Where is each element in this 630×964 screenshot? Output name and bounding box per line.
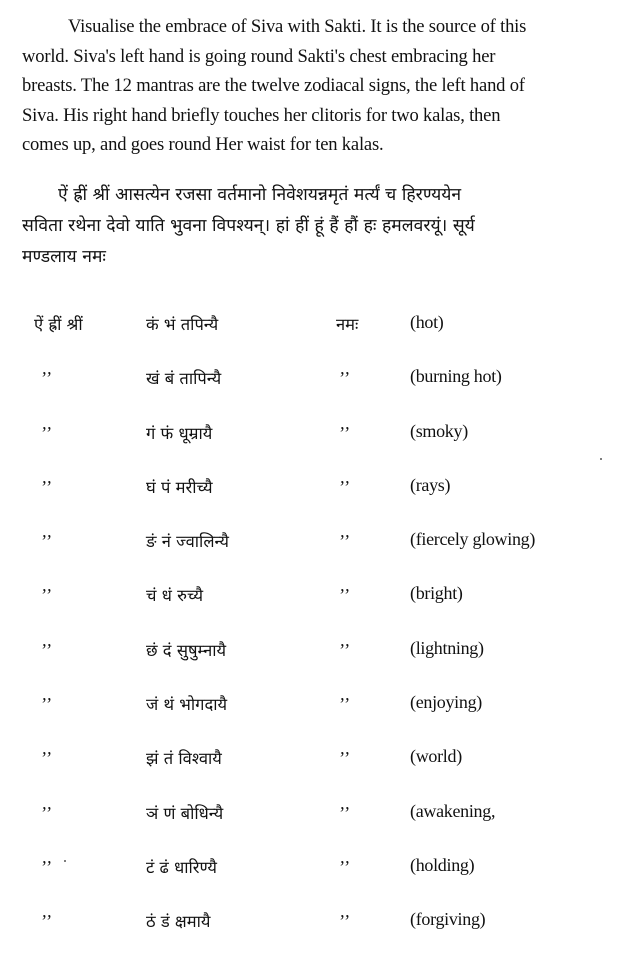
gloss-text: (lightning)	[410, 637, 484, 658]
ditto-mark: ’’	[40, 531, 52, 552]
intro-line: Siva. His right hand briefly touches her clitoris for two kalas, then	[22, 104, 501, 126]
sanskrit-line: सविता रथेना देवो याति भुवना विपश्यन्। हां हीं हूं हैं हौं हः हमलवरयूं। सूर्य	[22, 216, 475, 236]
ditto-mark: ’’	[338, 585, 350, 606]
gloss-text: (burning hot)	[410, 366, 502, 387]
mantra-text: गं फं धूम्रायै	[146, 423, 213, 443]
ditto-mark: ’’	[338, 531, 350, 552]
sanskrit-verse	[22, 180, 624, 273]
mantra-text: ठं डं क्षमायै	[146, 912, 211, 932]
intro-line: world. Siva's left hand is going round Sakti's chest embracing her	[22, 45, 496, 67]
table-row	[0, 475, 630, 529]
mantra-text: झं तं विश्वायै	[146, 749, 222, 769]
table-row	[0, 855, 630, 909]
ditto-mark: ’’	[40, 802, 52, 823]
gloss-text: (holding)	[410, 854, 475, 875]
namah-text: नमः	[336, 315, 359, 334]
mantra-text: ङं नं ज्वालिन्यै	[146, 532, 229, 552]
mantra-text: टं ढं धारिण्यै	[146, 857, 217, 877]
ditto-mark: ’’	[40, 694, 52, 715]
table-row	[0, 801, 630, 855]
mantra-text: ञं णं बोधिन्यै	[146, 803, 224, 823]
ditto-mark: ’’	[40, 748, 52, 769]
gloss-text: (smoky)	[410, 420, 468, 441]
table-row	[0, 909, 630, 963]
ditto-mark: ’’	[40, 368, 52, 389]
ditto-mark: ’’	[338, 422, 350, 443]
ditto-mark: ’’	[40, 476, 52, 497]
ditto-mark: ’’	[40, 585, 52, 606]
ditto-mark: ’’	[40, 911, 52, 932]
ditto-mark: ’’	[338, 802, 350, 823]
ditto-mark: ’’	[40, 639, 52, 660]
table-row	[0, 421, 630, 475]
intro-line: comes up, and goes round Her waist for ten kalas.	[22, 134, 384, 155]
gloss-text: (fiercely glowing)	[410, 529, 536, 550]
ditto-mark: ’’	[338, 639, 350, 660]
ditto-mark: ’’	[338, 911, 350, 932]
mantra-text: खं बं तापिन्यै	[146, 369, 222, 389]
gloss-text: (bright)	[410, 583, 463, 604]
seed-syllables: ऐं ह्रीं श्रीं	[34, 315, 83, 334]
gloss-text: (hot)	[410, 312, 444, 332]
table-row	[0, 312, 630, 366]
gloss-text: (world)	[410, 746, 462, 767]
mantra-text: कं भं तपिन्यै	[146, 315, 219, 334]
sanskrit-line: ऐं ह्रीं श्रीं आसत्येन रजसा वर्तमानो निवेशयन्नमृतं मर्त्यं च हिरण्ययेन	[58, 185, 462, 205]
table-row	[0, 366, 630, 420]
ditto-mark: ’’	[338, 694, 350, 715]
ditto-mark: ’’	[40, 422, 52, 443]
gloss-text: (forgiving)	[410, 909, 486, 930]
mantra-text: जं थं भोगदायै	[146, 695, 228, 715]
gloss-text: (awakening,	[410, 800, 496, 821]
table-row	[0, 746, 630, 800]
intro-paragraph	[22, 12, 622, 160]
gloss-text: (enjoying)	[410, 692, 482, 713]
scan-speck	[64, 860, 66, 862]
mantra-text: घं पं मरीच्यै	[146, 477, 213, 497]
ditto-mark: ’’	[338, 856, 350, 877]
intro-line: breasts. The 12 mantras are the twelve zodiacal signs, the left hand of	[22, 75, 525, 96]
table-row	[0, 692, 630, 746]
table-row	[0, 583, 630, 637]
mantra-table	[0, 312, 630, 964]
ditto-mark: ’’	[338, 368, 350, 389]
mantra-text: छं दं सुषुम्नायै	[146, 640, 227, 660]
intro-line: Visualise the embrace of Siva with Sakti. It is the source of this	[68, 16, 527, 37]
sanskrit-line: मण्डलाय नमः	[22, 247, 106, 267]
table-row	[0, 638, 630, 692]
ditto-mark: ’’	[40, 856, 52, 877]
mantra-text: चं धं रुच्यै	[146, 586, 204, 606]
table-row	[0, 529, 630, 583]
gloss-text: (rays)	[410, 474, 451, 495]
scan-speck	[600, 458, 602, 460]
ditto-mark: ’’	[338, 476, 350, 497]
ditto-mark: ’’	[338, 748, 350, 769]
